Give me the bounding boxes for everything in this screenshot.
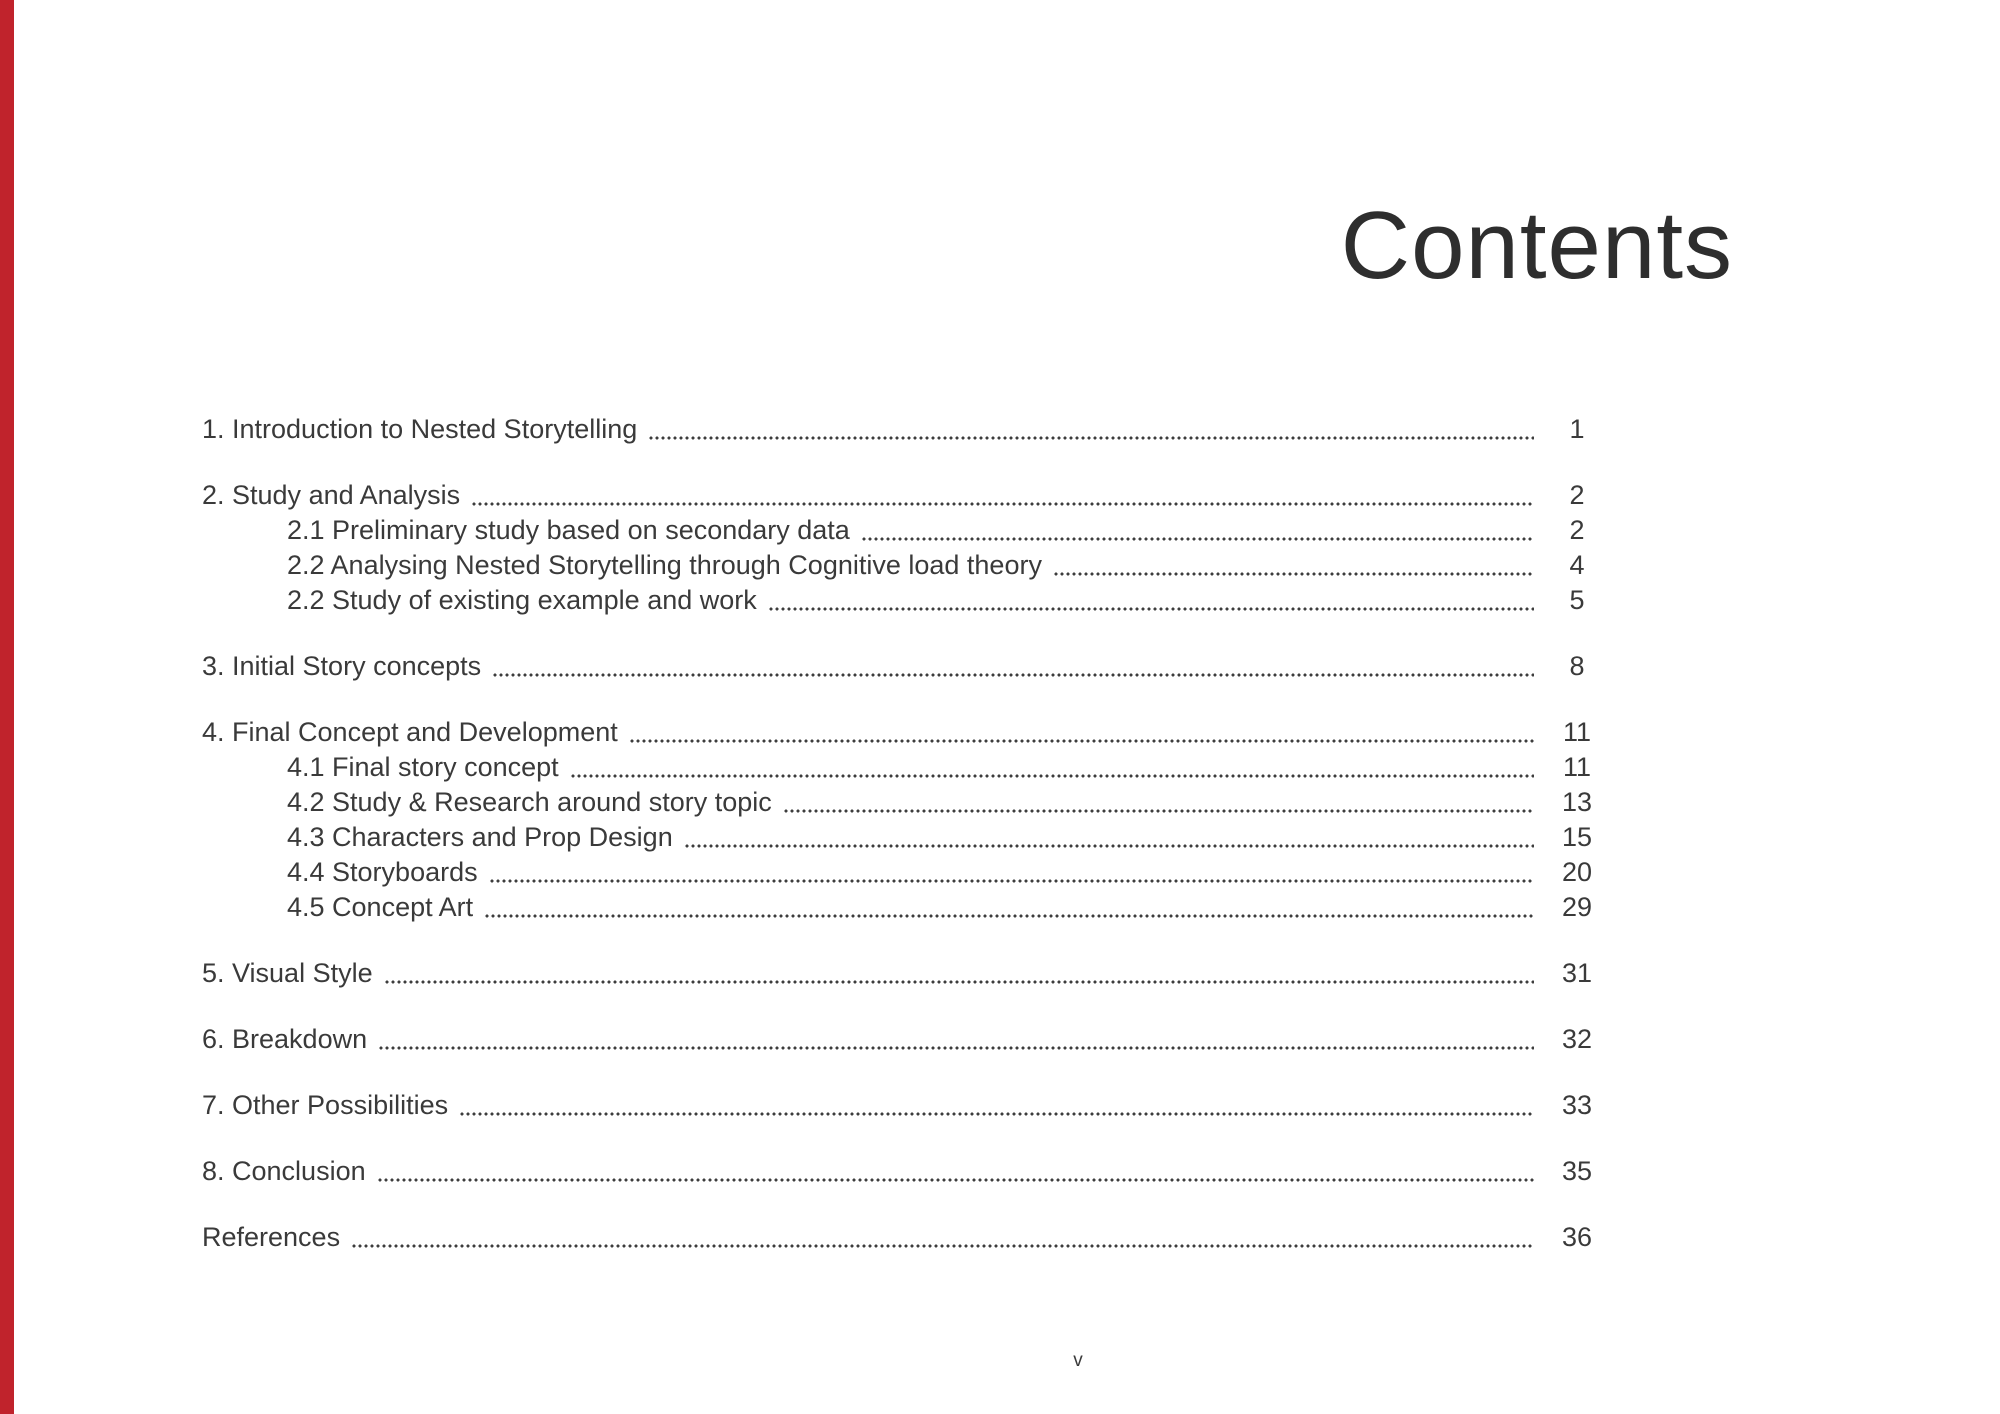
toc-entry[interactable] <box>202 715 1610 750</box>
toc-entry-label: 4.5 Concept Art <box>287 892 474 922</box>
toc-dot-leader <box>1054 572 1534 576</box>
toc-entry[interactable] <box>202 548 1610 583</box>
toc-entry-label: 4. Final Concept and Development <box>202 717 618 747</box>
toc-page-number: 13 <box>1561 787 1593 817</box>
toc-page-number: 1 <box>1569 414 1585 444</box>
toc-page-number: 5 <box>1569 585 1585 615</box>
toc-entry[interactable] <box>202 750 1610 785</box>
toc-entry-label: 2.2 Analysing Nested Storytelling through Cognitive load theory <box>287 550 1042 580</box>
toc-entry[interactable] <box>202 412 1610 447</box>
toc-page-number: 31 <box>1561 958 1593 988</box>
toc-entry-label: 4.2 Study & Research around story topic <box>287 787 772 817</box>
toc-entry[interactable] <box>202 649 1610 684</box>
toc-page-number: 2 <box>1569 515 1585 545</box>
toc-entry[interactable] <box>202 478 1610 513</box>
toc-entry[interactable] <box>202 1154 1610 1189</box>
toc-dot-leader <box>769 607 1534 611</box>
toc-page-number: 33 <box>1561 1090 1593 1120</box>
toc-dot-leader <box>630 739 1534 743</box>
toc-entry-label: 2.2 Study of existing example and work <box>287 585 757 615</box>
toc-page-number: 29 <box>1561 892 1593 922</box>
toc-dot-leader <box>649 436 1534 440</box>
toc-dot-leader <box>862 537 1534 541</box>
toc-page-number: 35 <box>1561 1156 1593 1186</box>
toc-entry-label: 4.4 Storyboards <box>287 857 478 887</box>
toc-page-number: 8 <box>1569 651 1585 681</box>
toc-page-number: 32 <box>1561 1024 1593 1054</box>
toc <box>202 412 1610 1255</box>
toc-entry-label: References <box>202 1222 341 1252</box>
toc-entry-label: 2. Study and Analysis <box>202 480 461 510</box>
toc-page-number: 20 <box>1561 857 1593 887</box>
toc-dot-leader <box>571 774 1534 778</box>
toc-page-number: 11 <box>1562 717 1592 747</box>
toc-dot-leader <box>485 914 1534 918</box>
toc-dot-leader <box>784 809 1534 813</box>
toc-entry-label: 7. Other Possibilities <box>202 1090 449 1120</box>
toc-page-number: 4 <box>1569 550 1585 580</box>
footer-page-marker: v <box>1073 1350 1083 1371</box>
toc-entry-label: 3. Initial Story concepts <box>202 651 482 681</box>
page-title: Contents <box>1340 192 1733 299</box>
toc-dot-leader <box>472 502 1534 506</box>
toc-dot-leader <box>378 1178 1534 1182</box>
toc-entry[interactable] <box>202 1088 1610 1123</box>
toc-entry-label: 4.1 Final story concept <box>287 752 559 782</box>
toc-page-number: 36 <box>1561 1222 1593 1252</box>
toc-dot-leader <box>490 879 1534 883</box>
toc-page-number: 15 <box>1561 822 1593 852</box>
toc-entry-label: 5. Visual Style <box>202 958 373 988</box>
toc-dot-leader <box>685 844 1534 848</box>
toc-entry[interactable] <box>202 1022 1610 1057</box>
toc-dot-leader <box>379 1046 1534 1050</box>
toc-entry-label: 6. Breakdown <box>202 1024 368 1054</box>
toc-entry-label: 1. Introduction to Nested Storytelling <box>202 414 638 444</box>
toc-entry[interactable] <box>202 785 1610 820</box>
toc-dot-leader <box>493 673 1534 677</box>
toc-dot-leader <box>352 1244 1534 1248</box>
toc-page-number: 2 <box>1569 480 1585 510</box>
toc-dot-leader <box>460 1112 1534 1116</box>
toc-entry[interactable] <box>202 956 1610 991</box>
toc-page-number: 11 <box>1562 752 1592 782</box>
toc-dot-leader <box>385 980 1534 984</box>
toc-entry[interactable] <box>202 820 1610 855</box>
toc-entry-label: 4.3 Characters and Prop Design <box>287 822 673 852</box>
toc-entry[interactable] <box>202 583 1610 618</box>
accent-bar <box>0 0 14 1414</box>
toc-entry[interactable] <box>202 513 1610 548</box>
toc-entry[interactable] <box>202 1220 1610 1255</box>
toc-entry-label: 8. Conclusion <box>202 1156 366 1186</box>
toc-entry-label: 2.1 Preliminary study based on secondary data <box>287 515 850 545</box>
toc-entry[interactable] <box>202 855 1610 890</box>
toc-entry[interactable] <box>202 890 1610 925</box>
